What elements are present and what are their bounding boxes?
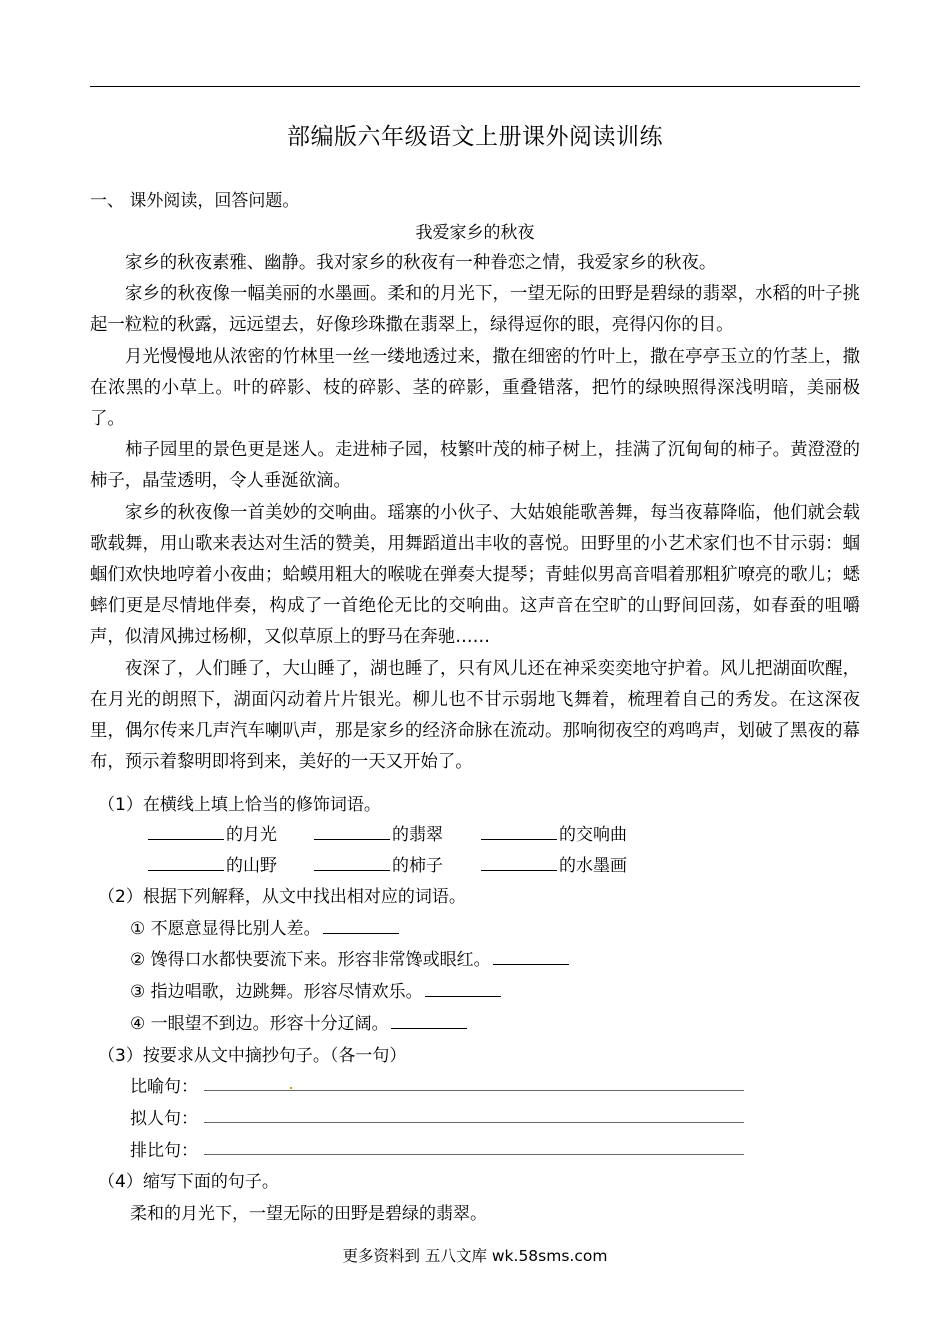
question-3-prompt: （3）按要求从文中摘抄句子。（各一句） bbox=[98, 1046, 407, 1066]
sentence-to-condense: 柔和的月光下，一望无际的田野是碧绿的翡翠。 bbox=[130, 1204, 487, 1224]
passage-body bbox=[90, 248, 860, 778]
definition-item: ④ 一眼望不到边。形容十分辽阔。 bbox=[130, 1009, 469, 1034]
passage-title: 我爱家乡的秋夜 bbox=[415, 223, 535, 243]
answer-line[interactable] bbox=[204, 1154, 744, 1155]
answer-blank[interactable] bbox=[391, 1027, 467, 1029]
parallelism-label: 排比句： bbox=[130, 1141, 198, 1161]
paragraph: 家乡的秋夜像一首美妙的交响曲。瑶寨的小伙子、大姑娘能歌善舞，每当夜幕降临，他们就会载歌载舞，用山歌来表达对生活的赞美，用舞蹈道出丰收的喜悦。田野里的小艺术家们也不甘示弱：蝈蝈们欢快地哼着小夜曲；蛤蟆用粗大的喉咙在弹奏大提琴；青蛙似男高音唱着那粗犷嘹亮的歌儿；蟋蟀们更是尽情地伴奏，构成了一首绝伦无比的交响曲。这声音在空旷的山野间回荡，如春蚕的咀嚼声，似清风拂过杨柳，又似草原上的野马在奔驰…… bbox=[90, 502, 860, 648]
answer-blank[interactable] bbox=[323, 932, 399, 934]
section-heading: 一、 课外阅读，回答问题。 bbox=[90, 191, 300, 211]
answer-blank[interactable] bbox=[148, 838, 224, 840]
paragraph: 柿子园里的景色更是迷人。走进柿子园，枝繁叶茂的柿子树上，挂满了沉甸甸的柿子。黄澄澄的柿子，晶莹透明，令人垂涎欲滴。 bbox=[90, 440, 860, 492]
fill-item: 的翡翠 bbox=[314, 820, 443, 845]
answer-blank[interactable] bbox=[425, 995, 501, 997]
fill-item: 的山野 bbox=[148, 851, 277, 876]
definition-item: ③ 指边唱歌，边跳舞。形容尽情欢乐。 bbox=[130, 977, 503, 1002]
paragraph: 月光慢慢地从浓密的竹林里一丝一缕地透过来，撒在细密的竹叶上，撒在亭亭玉立的竹茎上，撒在浓黑的小草上。叶的碎影、枝的碎影、茎的碎影，重叠错落，把竹的绿映照得深浅明暗，美丽极了。 bbox=[90, 346, 860, 430]
paragraph: 夜深了，人们睡了，大山睡了，湖也睡了，只有风儿还在神采奕奕地守护着。风儿把湖面吹醒，在月光的朗照下，湖面闪动着片片银光。柳儿也不甘示弱地飞舞着，梳理着自己的秀发。在这深夜里，偶尔传来几声汽车喇叭声，那是家乡的经济命脉在流动。那响彻夜空的鸡鸣声，划破了黑夜的幕布，预示着黎明即将到来，美好的一天又开始了。 bbox=[90, 658, 860, 773]
fill-item: 的月光 bbox=[148, 820, 277, 845]
fill-item: 的交响曲 bbox=[481, 820, 627, 845]
question-4-prompt: （4）缩写下面的句子。 bbox=[98, 1172, 279, 1192]
paragraph: 家乡的秋夜素雅、幽静。我对家乡的秋夜有一种眷恋之情，我爱家乡的秋夜。 bbox=[125, 253, 717, 273]
definition-item: ① 不愿意显得比别人差。 bbox=[130, 914, 401, 939]
paragraph: 家乡的秋夜像一幅美丽的水墨画。柔和的月光下，一望无际的田野是碧绿的翡翠，水稻的叶子挑起一粒粒的秋露，远远望去，好像珍珠撒在翡翠上，绿得逗你的眼，亮得闪你的目。 bbox=[90, 284, 860, 336]
answer-line[interactable] bbox=[204, 1122, 744, 1123]
answer-blank[interactable] bbox=[481, 869, 557, 871]
header-rule bbox=[90, 86, 860, 87]
fill-item: 的柿子 bbox=[314, 851, 443, 876]
fill-item: 的水墨画 bbox=[481, 851, 627, 876]
question-2-prompt: （2）根据下列解释，从文中找出相对应的词语。 bbox=[98, 887, 466, 907]
document-title: 部编版六年级语文上册课外阅读训练 bbox=[287, 124, 663, 150]
answer-blank[interactable] bbox=[493, 963, 569, 965]
stray-mark bbox=[290, 1087, 292, 1089]
question-1-prompt: （1）在横线上填上恰当的修饰词语。 bbox=[98, 795, 381, 815]
answer-blank[interactable] bbox=[148, 869, 224, 871]
answer-blank[interactable] bbox=[314, 869, 390, 871]
answer-blank[interactable] bbox=[481, 838, 557, 840]
answer-blank[interactable] bbox=[314, 838, 390, 840]
definition-item: ② 馋得口水都快要流下来。形容非常馋或眼红。 bbox=[130, 945, 571, 970]
simile-label: 比喻句： bbox=[130, 1077, 198, 1097]
answer-line[interactable] bbox=[204, 1090, 744, 1091]
personification-label: 拟人句： bbox=[130, 1109, 198, 1129]
footer-text: 更多资料到 五八文库 wk.58sms.com bbox=[342, 1247, 608, 1265]
